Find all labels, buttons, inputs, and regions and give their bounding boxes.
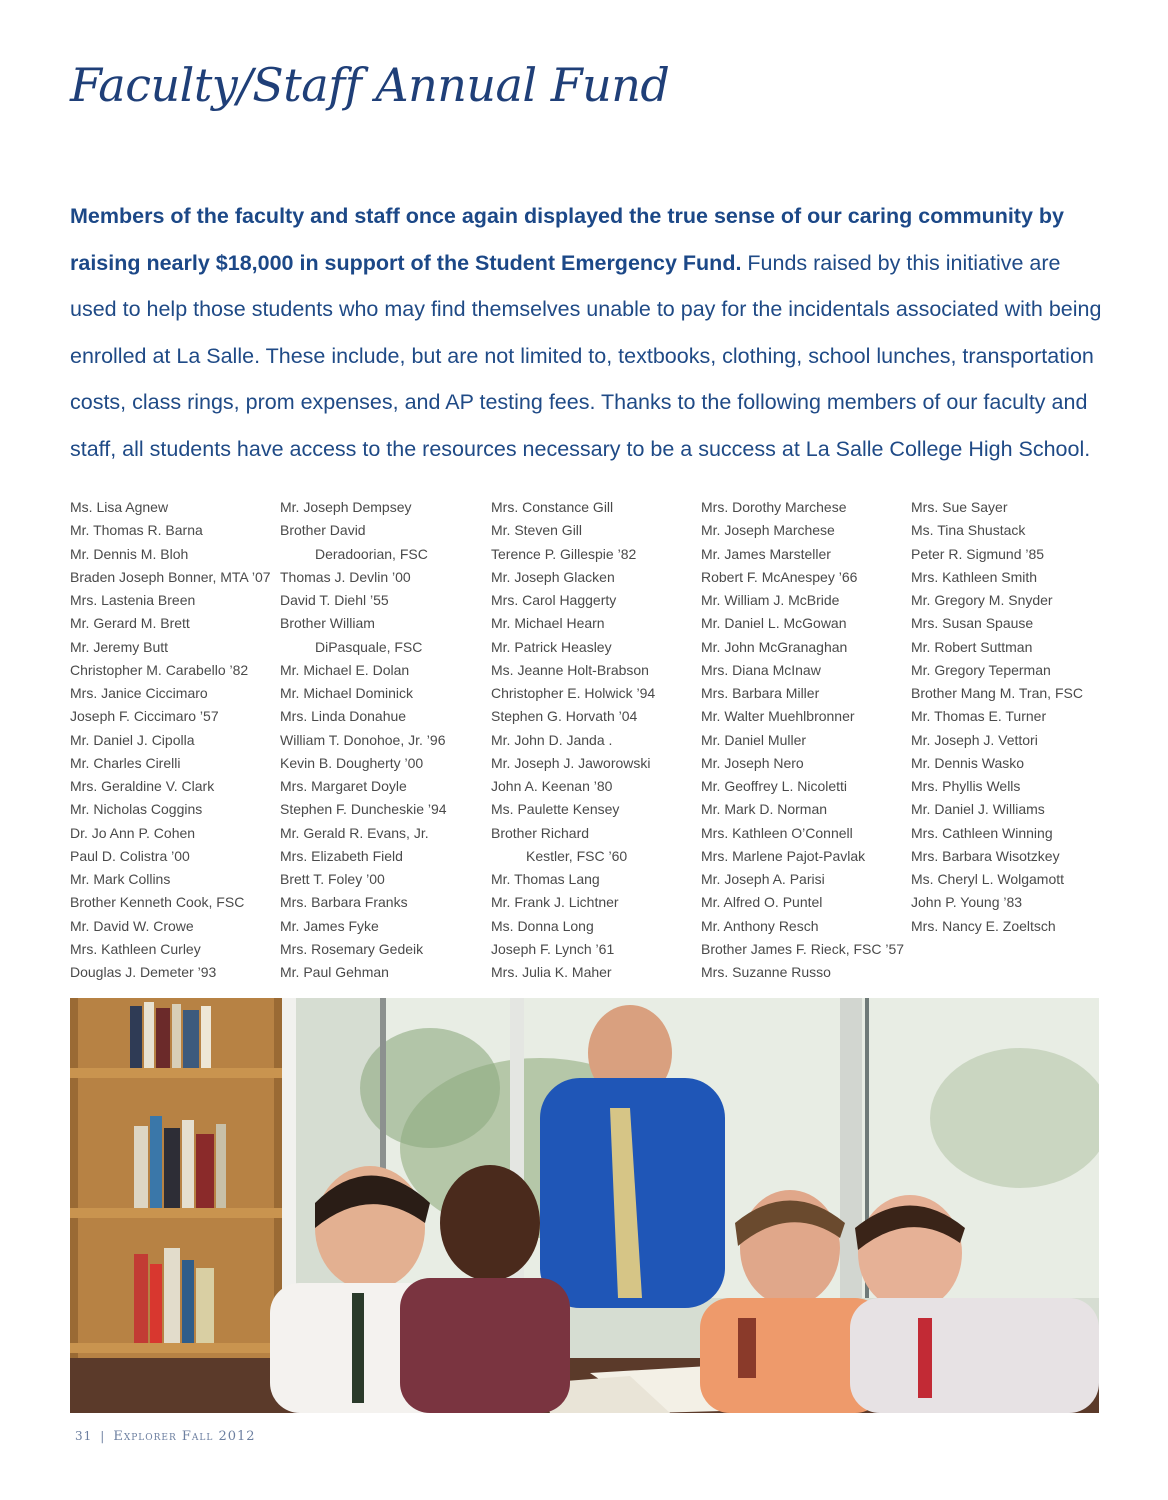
donor-name: Douglas J. Demeter ’93 [70,964,217,980]
donor-name: Mr. Daniel J. Williams [911,801,1045,818]
donor-name: Mr. Paul Gehman [280,964,389,980]
donor-name: Mrs. Marlene Pajot-Pavlak [701,847,866,864]
donor-name: Brother Mang M. Tran, FSC [911,685,1083,701]
donor-name: Mr. Patrick Heasley [491,638,612,655]
donor-name: DiPasquale, FSC [315,638,423,655]
donor-name: Mrs. Kathleen Smith [911,568,1038,585]
donor-name: Mrs. Dorothy Marchese [701,499,847,515]
donor-name: Brother James F. Rieck, FSC ’57 [701,940,905,957]
donor-name: Mr. Daniel Muller [701,731,807,748]
donor-name: Mrs. Cathleen Winning [911,824,1053,841]
donor-name: Mrs. Nancy E. Zoeltsch [911,917,1056,934]
donor-name: Mr. Nicholas Coggins [70,801,203,818]
donor-name: Mr. John D. Janda . [491,731,613,748]
page-title: Faculty/Staff Annual Fund [70,58,670,112]
donor-name: Mr. Steven Gill [491,522,583,539]
page-footer [75,1429,256,1444]
donor-name: Stephen F. Duncheskie ’94 [280,801,447,818]
donor-column-1 [70,496,275,984]
footer-separator: | [100,1429,106,1443]
donor-name: Joseph F. Ciccimaro ’57 [70,708,219,725]
donor-name: Mr. Dennis Wasko [911,754,1025,771]
donor-column-4 [701,496,906,984]
classroom-photo-icon [70,998,1099,1413]
intro-paragraph [70,193,1110,473]
donor-name: Mr. Joseph Glacken [491,568,615,585]
donor-name: Mr. Anthony Resch [701,917,819,934]
donor-name: John P. Young ’83 [911,894,1023,911]
donor-name: Ms. Donna Long [491,917,594,934]
donor-name: Brett T. Foley ’00 [280,871,385,887]
donor-name: Robert F. McAnespey ’66 [701,568,858,585]
donor-name: Mr. James Marsteller [701,545,831,562]
donor-name: Mrs. Margaret Doyle [280,778,407,794]
page-number: 31 [75,1429,93,1443]
donor-name: Mrs. Kathleen Curley [70,940,201,957]
donor-name: Mr. Michael Dominick [280,685,414,701]
donor-name: Mr. Frank J. Lichtner [491,894,619,911]
donor-name: Mr. Joseph Marchese [701,522,835,539]
donor-name: Mr. Thomas E. Turner [911,708,1047,725]
donor-name: Ms. Cheryl L. Wolgamott [911,871,1065,887]
donor-name: Mrs. Julia K. Maher [491,964,612,980]
donor-column-5 [911,496,1116,938]
donor-name: Mr. Alfred O. Puntel [701,894,823,911]
donor-name: Brother David [280,522,366,539]
donor-name: Mrs. Sue Sayer [911,499,1008,515]
donor-name: David T. Diehl ’55 [280,592,389,608]
donor-name: Thomas J. Devlin ’00 [280,568,411,585]
donor-column-2 [280,496,485,984]
donor-name: Mr. Joseph Dempsey [280,499,412,515]
donor-name: Mrs. Kathleen O’Connell [701,824,853,841]
publication-name: Explorer Fall 2012 [113,1429,256,1444]
donor-name: Brother Kenneth Cook, FSC [70,894,245,911]
donor-name: Ms. Lisa Agnew [70,499,169,515]
donor-name: Mr. Walter Muehlbronner [701,708,855,725]
donor-name: Mr. Gregory M. Snyder [911,592,1053,608]
donor-name: Mrs. Susan Spause [911,615,1034,632]
donor-name: Mr. Mark D. Norman [701,801,828,818]
donor-name: Mr. Thomas R. Barna [70,522,203,539]
donor-name: Mr. Joseph J. Vettori [911,731,1038,748]
donor-name: Brother Richard [491,824,590,841]
donor-name: Mrs. Constance Gill [491,499,614,515]
donor-name: Mrs. Barbara Miller [701,685,820,701]
donor-column-3 [491,496,696,984]
intro-body-text: Funds raised by this initiative are used to help those students who may find themselves unable to pay for the incidentals associated with being enrolled at La Salle. These include, but are not limited to, textbooks, clothing, school lunches, transportation costs, class rings, prom expenses, and AP testing fees. Thanks to the following members of our faculty and staff, all students have access to the resources necessary to be a success at La Salle College High School. [70,250,1102,461]
donor-name: Brother William [280,615,375,632]
donor-name: Mr. Geoffrey L. Nicoletti [701,778,848,794]
donor-name: Mrs. Rosemary Gedeik [280,940,424,957]
donor-name: Mr. James Fyke [280,917,379,934]
donor-name: Ms. Tina Shustack [911,522,1026,539]
donor-name: Mr. Charles Cirelli [70,754,181,771]
donor-name: Mrs. Linda Donahue [280,708,407,725]
donor-name: Braden Joseph Bonner, MTA ’07 [70,568,271,585]
donor-name: Deradoorian, FSC [315,545,428,562]
donor-name: John A. Keenan ’80 [491,778,613,794]
donor-names-list [70,496,1110,991]
donor-name: Mrs. Janice Ciccimaro [70,685,208,701]
donor-name: Terence P. Gillespie ’82 [491,545,637,562]
donor-name: Mr. Daniel J. Cipolla [70,731,195,748]
classroom-photo [70,998,1099,1413]
donor-name: Mrs. Elizabeth Field [280,847,403,864]
donor-name: Mr. William J. McBride [701,592,840,608]
intro-bold-text: Members of the faculty and staff once again displayed the true sense of our caring community by raising nearly $18,000 in support of the Student Emergency Fund. [70,204,1064,275]
donor-name: Mrs. Barbara Wisotzkey [911,847,1060,864]
donor-name: Mrs. Barbara Franks [280,894,408,911]
donor-name: Mr. John McGranaghan [701,638,848,655]
donor-name: Mr. Michael Hearn [491,615,605,632]
donor-name: Mr. Michael E. Dolan [280,661,410,678]
donor-name: Dr. Jo Ann P. Cohen [70,824,196,841]
donor-name: Ms. Paulette Kensey [491,801,620,818]
donor-name: Mr. Thomas Lang [491,871,600,887]
donor-name: Christopher M. Carabello ’82 [70,661,249,678]
donor-name: Mr. Joseph J. Jaworowski [491,754,651,771]
donor-name: Kestler, FSC ’60 [526,847,628,864]
donor-name: Mr. Mark Collins [70,871,171,887]
donor-name: Mrs. Carol Haggerty [491,592,617,608]
donor-name: Mrs. Phyllis Wells [911,778,1021,794]
donor-name: Mrs. Diana McInaw [701,661,821,678]
donor-name: Kevin B. Dougherty ’00 [280,754,424,771]
donor-name: Peter R. Sigmund ’85 [911,545,1045,562]
donor-name: Mr. David W. Crowe [70,917,194,934]
donor-name: Mr. Gerald R. Evans, Jr. [280,824,429,841]
donor-name: Mr. Dennis M. Bloh [70,545,189,562]
donor-name: Mr. Gerard M. Brett [70,615,190,632]
donor-name: Mrs. Suzanne Russo [701,964,831,980]
donor-name: Ms. Jeanne Holt-Brabson [491,661,649,678]
donor-name: Mr. Daniel L. McGowan [701,615,847,632]
donor-name: Paul D. Colistra ’00 [70,847,190,864]
donor-name: Christopher E. Holwick ’94 [491,685,656,701]
donor-name: Mrs. Geraldine V. Clark [70,778,215,794]
donor-name: William T. Donohoe, Jr. ’96 [280,731,446,748]
donor-name: Mrs. Lastenia Breen [70,592,196,608]
donor-name: Mr. Robert Suttman [911,638,1033,655]
donor-name: Joseph F. Lynch ’61 [491,940,615,957]
donor-name: Stephen G. Horvath ’04 [491,708,638,725]
donor-name: Mr. Gregory Teperman [911,661,1051,678]
donor-name: Mr. Joseph Nero [701,754,804,771]
donor-name: Mr. Joseph A. Parisi [701,871,825,887]
donor-name: Mr. Jeremy Butt [70,638,169,655]
